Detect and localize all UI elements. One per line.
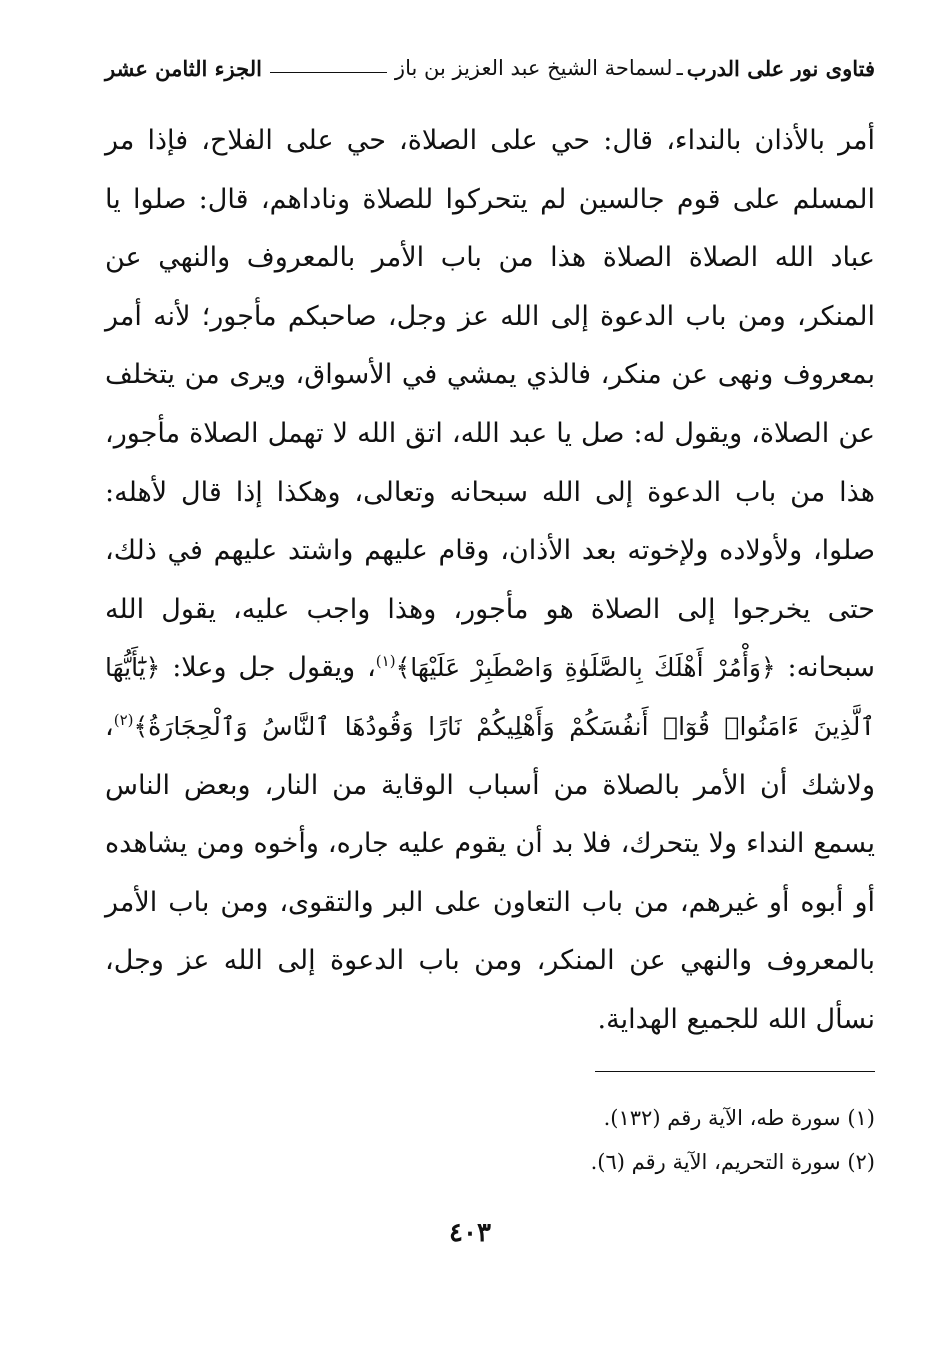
header-dash: ـ [676,56,683,80]
page-number: ٤٠٣ [449,1218,491,1248]
footnote-ref-1[interactable]: (١) [375,652,396,671]
author-name: لسماحة الشيخ عبد العزيز بن باز [394,56,673,80]
volume-label: الجزء الثامن عشر [105,55,262,81]
paragraph-part-1: أمر بالأذان بالنداء، قال: حي على الصلاة، حي على الفلاح، فإذا مر المسلم على قوم جالسين لم يتحركوا للصلاة وناداهم، قال: صلوا يا عباد الله الصلاة الصلاة هذا من باب الأمر بالمعروف والنهي عن المنكر، ومن باب الدعوة إلى الله عز وجل، صاحبكم مأجور؛ لأنه أمر بمعروف ونهى عن منكر، فالذي يمشي في الأسواق، ويرى من يتخلف عن الصلاة، ويقول له: صل يا عبد الله، اتق الله لا تهمل الصلاة مأجور، هذا من باب الدعوة إلى الله سبحانه وتعالى، وهكذا إذا قال لأهله: صلوا، ولأولاده ولإخوته بعد الأذان، وقام عليهم واشتد عليهم في ذلك، حتى يخرجوا إلى الصلاة هو مأجور، وهذا واجب عليه، يقول الله سبحانه: [105,125,875,684]
running-header [105,48,875,88]
book-title: فتاوى نور على الدرب [686,55,875,81]
body-text [105,112,875,1050]
footnotes [105,1096,875,1184]
footnote-2: (٢) سورة التحريم، الآية رقم (٦). [590,1150,875,1174]
header-rule [270,72,387,73]
footnote-1: (١) سورة طه، الآية رقم (١٣٢). [603,1106,875,1130]
main-paragraph [105,112,875,1050]
quran-verse-1: ﴿وَأْمُرْ أَهْلَكَ بِالصَّلَوٰةِ وَاصْطَبِرْ عَلَيْهَا﴾ [395,653,776,683]
quran-verse-2: ﴿يَٰٓأَيُّهَا ٱلَّذِينَ ءَامَنُوا۟ قُوٓا۟ أَنفُسَكُمْ وَأَهْلِيكُمْ نَارًا وَقُودُهَا ٱلنَّاسُ وَٱلْحِجَارَةُ﴾ [105,653,875,741]
paragraph-part-2: ، ويقول جل وعلا: [172,652,376,684]
paragraph-part-3: ، ولاشك أن الأمر بالصلاة من أسباب الوقاية من النار، وبعض الناس يسمع النداء ولا يتحرك، فلا بد أن يقوم عليه جاره، وأخوه ومن يشاهده أو أبوه أو غيرهم، من باب التعاون على البر والتقوى، ومن باب الأمر بالمعروف والنهي عن المنكر، ومن باب الدعوة إلى الله عز وجل، نسأل الله للجميع الهداية. [105,710,875,1035]
footnote-separator [595,1071,875,1072]
footnote-ref-2[interactable]: (٢) [113,710,134,729]
